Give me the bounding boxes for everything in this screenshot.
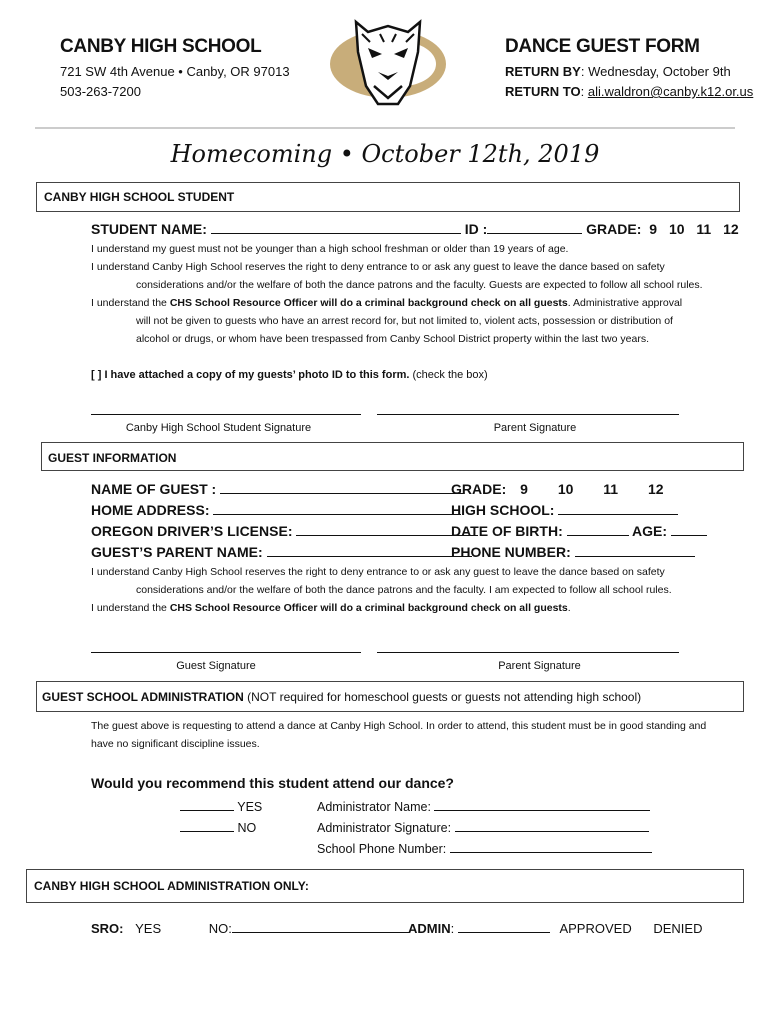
school-name: CANBY HIGH SCHOOL [60, 36, 262, 57]
guest-school-text: The guest above is requesting to attend a dance at Canby High School. In order to attend, this student must be in good standing and have no significant discipline issues. [91, 720, 707, 750]
student-parent-signature-caption: Parent Signature [493, 422, 577, 434]
student-section-label: CANBY HIGH SCHOOL STUDENT [44, 190, 235, 204]
student-signature-line[interactable] [91, 414, 361, 415]
header-divider [35, 127, 735, 129]
return-by: RETURN BY: Wednesday, October 9th [505, 64, 731, 79]
admin-name-field[interactable] [434, 798, 650, 811]
recommend-no[interactable]: NO [180, 818, 262, 839]
guest-name-field[interactable] [220, 481, 463, 494]
guest-dob-field[interactable] [567, 523, 629, 536]
sro-yes[interactable]: YES [135, 921, 162, 936]
student-grade-11[interactable]: 11 [696, 221, 712, 237]
guest-statements: I understand Canby High School reserves the right to deny entrance to or ask any guest to leave the dance based on safety considerations and/or the welfare of both the dance patrons and the faculty. I am expected to follow all school rules. I understand the CHS School Resource Officer will do a criminal background check on all guests. [91, 566, 672, 614]
admin-signature-field[interactable] [455, 819, 649, 832]
guest-parent-field[interactable] [267, 544, 472, 557]
form-title: DANCE GUEST FORM [505, 36, 700, 57]
school-phone-field[interactable] [450, 840, 652, 853]
guest-parent-row: GUEST’S PARENT NAME: [91, 544, 472, 560]
school-address: 721 SW 4th Avenue • Canby, OR 97013 [60, 64, 290, 79]
guest-name-row: NAME OF GUEST : [91, 481, 463, 497]
guest-grade-10[interactable]: 10 [557, 481, 574, 497]
recommend-question: Would you recommend this student attend our dance? [91, 775, 454, 791]
admin-approval-field[interactable] [458, 920, 550, 933]
admin-approved[interactable]: APPROVED [559, 921, 632, 936]
guest-grade-row: GRADE: 9 10 11 12 [451, 481, 664, 497]
student-name-field[interactable] [211, 221, 461, 234]
student-parent-signature-line[interactable] [377, 414, 679, 415]
admin-row: ADMIN: APPROVED DENIED [408, 921, 703, 936]
student-grade-12[interactable]: 12 [723, 221, 739, 237]
sro-row: SRO: YES NO: [91, 920, 410, 936]
return-to-email[interactable]: ali.waldron@canby.k12.or.us [587, 84, 754, 99]
photo-id-checkbox[interactable]: [ ] I have attached a copy of my guests’ photo ID to this form. (check the box) [91, 369, 488, 381]
guest-section-label: GUEST INFORMATION [48, 451, 177, 465]
admin-denied[interactable]: DENIED [653, 921, 703, 936]
guest-dob-row: DATE OF BIRTH: AGE: [451, 523, 707, 539]
guest-phone-field[interactable] [575, 544, 695, 557]
guest-grade-11[interactable]: 11 [603, 481, 619, 497]
guest-grade-12[interactable]: 12 [647, 481, 664, 497]
guest-address-row: HOME ADDRESS: [91, 502, 461, 518]
cougar-logo [328, 12, 448, 112]
guest-grade-9[interactable]: 9 [520, 481, 528, 497]
student-statements: I understand my guest must not be younger than a high school freshman or older than 19 years of age. I understand Canby High School reserves the right to deny entrance to or ask any guest to leave the dance based on safety considerations and/or the welfare of both the dance patrons and the faculty. Guests are expected to follow all school rules. I understand the CHS School Resource Officer will do a criminal background check on all guests. Administrative approval will not be given to guests who have an arrest record for, but not limited to, violent acts, possession or distribution of alcohol or drugs, or whom have been trespassed from Canby School District property within the last two years. [91, 243, 703, 345]
recommend-yes[interactable]: YES [180, 797, 262, 818]
guest-phone-row: PHONE NUMBER: [451, 544, 695, 560]
student-fields-row: STUDENT NAME: ID : GRADE: 9 10 11 12 [91, 221, 739, 237]
student-grade-10[interactable]: 10 [668, 221, 685, 237]
guest-parent-signature-line[interactable] [377, 652, 679, 653]
guest-license-row: OREGON DRIVER’S LICENSE: [91, 523, 478, 539]
sro-no-field[interactable] [232, 920, 410, 933]
guest-signature-line[interactable] [91, 652, 361, 653]
event-title: Homecoming • October 12th, 2019 [170, 140, 600, 168]
guest-parent-signature-caption: Parent Signature [498, 660, 581, 672]
student-signature-caption: Canby High School Student Signature [125, 422, 312, 434]
guest-signature-caption: Guest Signature [176, 660, 256, 672]
admin-only-section-label: CANBY HIGH SCHOOL ADMINISTRATION ONLY: [34, 879, 309, 893]
recommend-options [180, 797, 262, 839]
guest-school-field[interactable] [558, 502, 678, 515]
guest-school-row: HIGH SCHOOL: [451, 502, 678, 518]
guest-age-field[interactable] [671, 523, 707, 536]
school-phone: 503-263-7200 [60, 84, 141, 99]
guest-address-field[interactable] [213, 502, 461, 515]
student-id-field[interactable] [487, 221, 582, 234]
student-grade-9[interactable]: 9 [649, 221, 658, 237]
admin-fields: Administrator Name: Administrator Signature: School Phone Number: [317, 797, 652, 860]
guest-school-section-label: GUEST SCHOOL ADMINISTRATION (NOT required for homeschool guests or guests not attending high school) [42, 690, 642, 704]
return-to: RETURN TO: ali.waldron@canby.k12.or.us [505, 84, 754, 99]
